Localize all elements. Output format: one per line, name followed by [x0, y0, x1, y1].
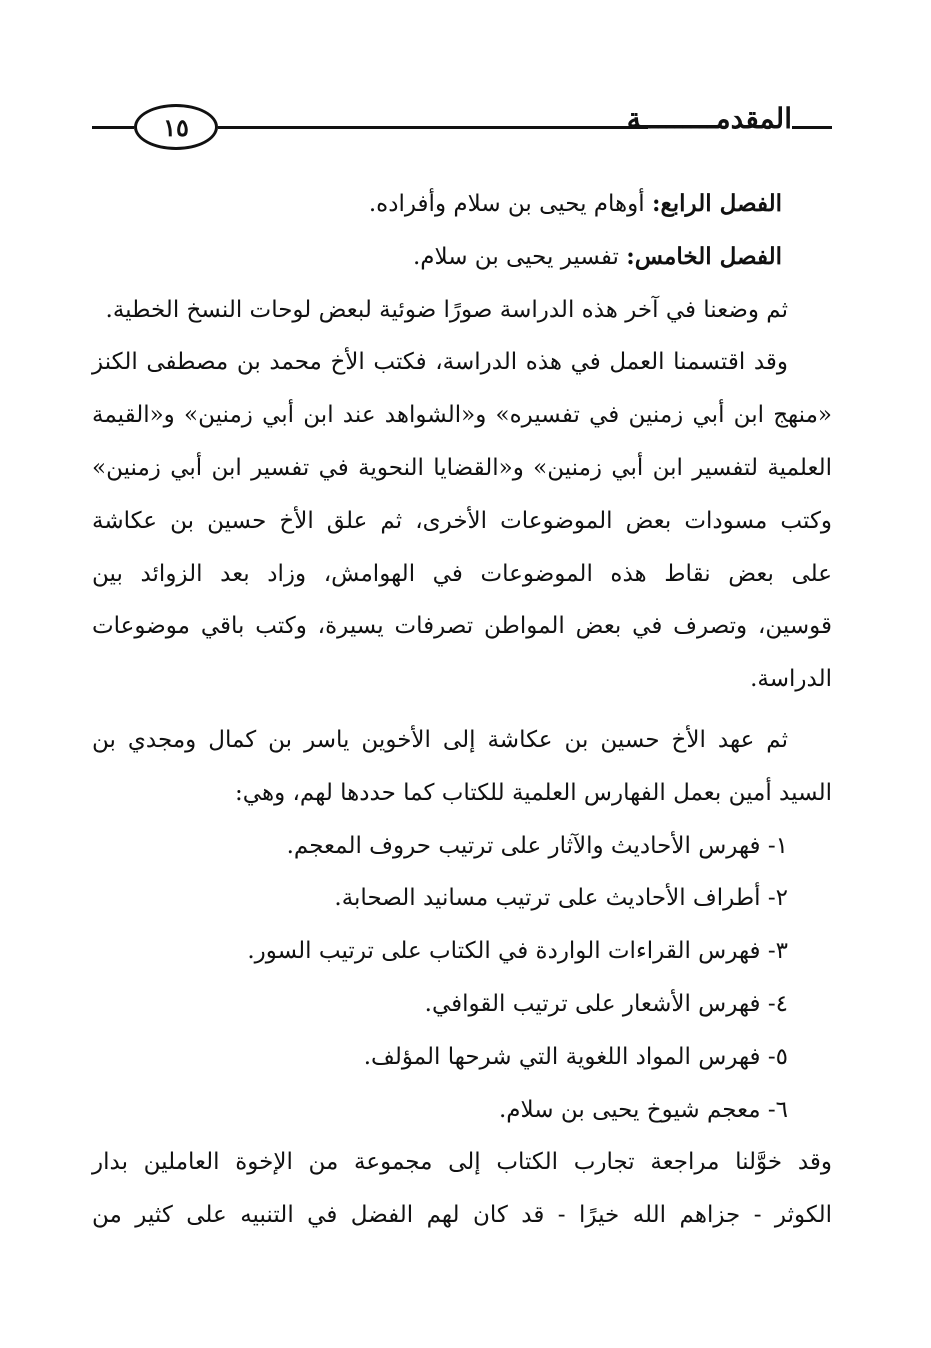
running-title: المقدمـــــــــة	[626, 102, 792, 135]
index-list-item: ٣- فهرس القراءات الواردة في الكتاب على ترتيب السور.	[247, 938, 788, 965]
chapter-five-line	[92, 231, 832, 284]
header-rule-right	[792, 126, 832, 129]
paragraph-images: ثم وضعنا في آخر هذه الدراسة صورًا ضوئية لبعض لوحات النسخ الخطية.	[105, 296, 788, 323]
paragraph-indexes-line: ثم عهد الأخ حسين بن عكاشة إلى الأخوين ياسر بن كمال ومجدي بن	[92, 726, 788, 753]
index-list-item: ٦- معجم شيوخ يحيى بن سلام.	[498, 1096, 788, 1123]
chapter-five-text: تفسير يحيى بن سلام.	[412, 243, 627, 270]
paragraph-work-line: الدراسة.	[750, 666, 832, 693]
header-rule-middle	[218, 126, 648, 129]
page-header	[92, 96, 832, 156]
paragraph-work-line: العلمية لتفسير ابن أبي زمنين» و«القضايا النحوية في تفسير ابن أبي زمنين»	[92, 454, 832, 481]
header-rule-left	[92, 126, 134, 129]
index-list-item: ٥- فهرس المواد اللغوية التي شرحها المؤلف.	[363, 1043, 788, 1070]
page-number: ١٥	[134, 104, 218, 150]
chapter-four-text: أوهام يحيى بن سلام وأفراده.	[368, 191, 652, 217]
paragraph-work-line: وكتب مسودات بعض الموضوعات الأخرى، ثم علق الأخ حسين بن عكاشة	[92, 507, 832, 534]
page-body	[92, 178, 832, 1242]
index-list-item: ١- فهرس الأحاديث والآثار على ترتيب حروف المعجم.	[286, 832, 788, 859]
index-list-item: ٤- فهرس الأشعار على ترتيب القوافي.	[424, 990, 788, 1017]
chapter-five-label: الفصل الخامس:	[626, 242, 782, 270]
paragraph-review-line: الكوثر - جزاهم الله خيرًا - قد كان لهم الفضل في التنبيه على كثير من	[92, 1202, 832, 1229]
paragraph-work-line: «منهج ابن أبي زمنين في تفسيره» و«الشواهد عند ابن أبي زمنين» و«القيمة	[92, 402, 832, 429]
index-list-item: ٢- أطراف الأحاديث على ترتيب مسانيد الصحابة.	[334, 885, 788, 912]
paragraph-work-line: وقد اقتسمنا العمل في هذه الدراسة، فكتب الأخ محمد بن مصطفى الكنز	[92, 349, 788, 376]
chapter-four-label: الفصل الرابع:	[651, 190, 782, 217]
paragraph-work-line: قوسين، وتصرف في بعض المواطن تصرفات يسيرة، وكتب باقي موضوعات	[92, 613, 832, 640]
paragraph-indexes-line: السيد أمين بعمل الفهارس العلمية للكتاب كما حددها لهم، وهي:	[235, 779, 832, 806]
paragraph-review-line: وقد خوَّلنا مراجعة تجارب الكتاب إلى مجموعة من الإخوة العاملين بدار	[92, 1149, 832, 1176]
paragraph-work-line: على بعض نقاط هذه الموضوعات في الهوامش، وزاد بعد الزوائد بين	[92, 560, 832, 587]
chapter-four-line	[92, 178, 832, 231]
